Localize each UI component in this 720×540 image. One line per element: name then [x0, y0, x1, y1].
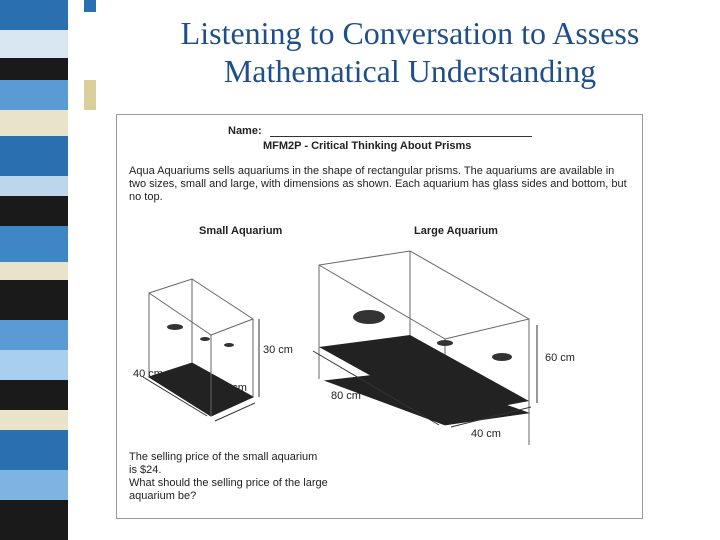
question-line1: The selling price of the small aquarium: [129, 451, 318, 463]
slide-title-line2: Mathematical Understanding: [223, 53, 597, 89]
question-line2: is $24.: [129, 464, 162, 476]
large-aquarium-floor: [319, 335, 529, 417]
small-length-label: 40 cm: [133, 368, 163, 380]
name-blank-line: [270, 136, 532, 137]
large-length-label: 80 cm: [331, 390, 361, 402]
name-label: Name:: [228, 125, 262, 137]
decorative-stripe-left: [0, 0, 68, 540]
slide-title: [120, 14, 700, 90]
worksheet-title: MFM2P - Critical Thinking About Prisms: [263, 140, 472, 152]
decorative-stripe-small: [84, 0, 96, 118]
worksheet-intro: Aqua Aquariums sells aquariums in the shape of rectangular prisms. The aquariums are available in two sizes, small and large, with dimensions as shown. Each aquarium has glass sides and bottom, but no top.: [129, 165, 627, 203]
large-width-label: 40 cm: [471, 428, 501, 440]
small-width-label: 20 cm: [217, 382, 247, 394]
question-text: [129, 451, 369, 503]
slide-title-line1: Listening to Conversation to Assess: [180, 15, 640, 51]
aquarium-diagram: [117, 235, 644, 445]
question-line4: aquarium be?: [129, 490, 197, 502]
small-height-label: 30 cm: [263, 344, 293, 356]
worksheet-image: [116, 114, 643, 519]
small-aquarium-label: Small Aquarium: [199, 225, 283, 237]
small-aquarium-drawing: [149, 279, 253, 416]
large-height-label: 60 cm: [545, 352, 575, 364]
large-aquarium-label: Large Aquarium: [414, 225, 498, 237]
question-line3: What should the selling price of the large: [129, 477, 328, 489]
